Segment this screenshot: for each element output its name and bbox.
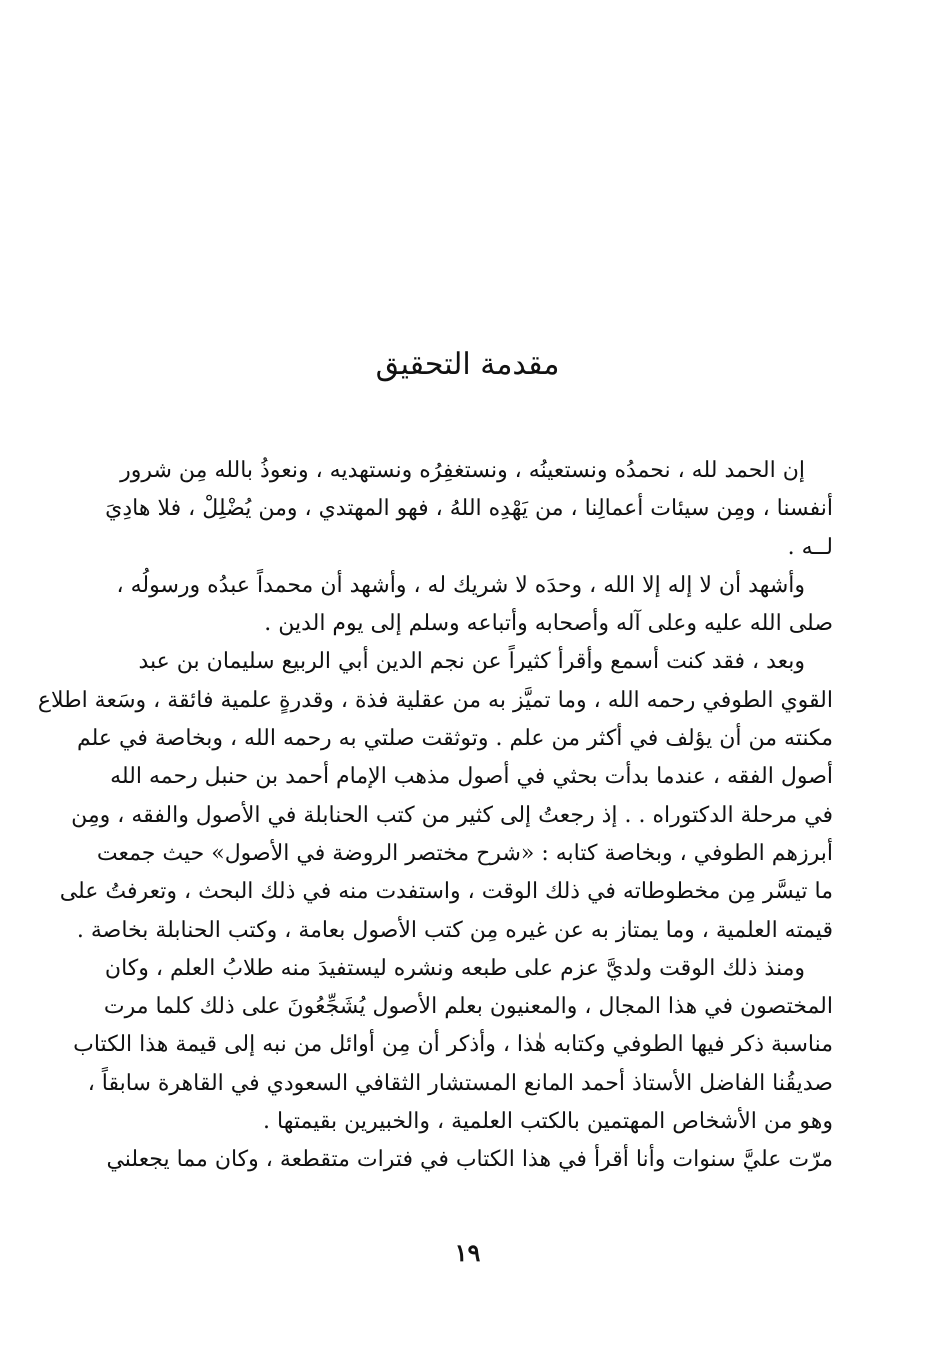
text-line: إن الحمد لله ، نحمدُه ونستعينُه ، ونستغفِرُه ونستهديه ، ونعوذُ بالله مِن شرور <box>120 458 805 483</box>
text-line: ما تيسَّر مِن مخطوطاته في ذلك الوقت ، واستفدت منه في ذلك البحث ، وتعرفتُ على <box>59 879 833 905</box>
text-line: القوي الطوفي رحمه الله ، وما تميَّز به من عقلية فذة ، وقدرةٍ علمية فائقة ، وسَعة اطلاع <box>37 687 833 713</box>
text-line: وهو من الأشخاص المهتمين بالكتب العلمية ، والخبيرين بقيمتها . <box>263 1109 833 1135</box>
text-line: صلى الله عليه وعلى آله وأصحابه وأتباعه وسلم إلى يوم الدين . <box>264 611 833 637</box>
page-number: ١٩ <box>454 1238 481 1267</box>
text-line: مرّت عليَّ سنوات وأنا أقرأ في هذا الكتاب في فترات متقطعة ، وكان مما يجعلني <box>106 1147 833 1173</box>
text-line: ومنذ ذلك الوقت ولديَّ عزم على طبعه ونشره ليستفيدَ منه طلابُ العلم ، وكان <box>104 955 805 981</box>
text-line: مناسبة ذكر فيها الطوفي وكتابه هٰذا ، وأذكر أن مِن أوائل من نبه إلى قيمة هذا الكتاب <box>73 1032 833 1058</box>
body-text <box>37 452 833 1180</box>
text-line: وأشهد أن لا إله إلا الله ، وحدَه لا شريك له ، وأشهد أن محمداً عبدُه ورسولُه ، <box>116 572 805 598</box>
text-line: صديقُنا الفاضل الأستاذ أحمد المانع المستشار الثقافي السعودي في القاهرة سابقاً ، <box>87 1070 833 1096</box>
page-title: مقدمة التحقيق <box>375 347 560 382</box>
text-line: مكنته من أن يؤلف في أكثر من علم . وتوثقت صلتي به رحمه الله ، وبخاصة في علم <box>76 726 833 752</box>
text-line: وبعد ، فقد كنت أسمع وأقرأ كثيراً عن نجم الدين أبي الربيع سليمان بن عبد <box>138 649 805 675</box>
text-line: قيمته العلمية ، وما يمتاز به عن غيره مِن كتب الأصول بعامة ، وكتب الحنابلة بخاصة . <box>76 917 833 943</box>
text-line: أنفسنا ، ومِن سيئات أعمالِنا ، من يَهْدِه اللهُ ، فهو المهتدي ، ومن يُضْلِلْ ، فلا هادِيَ <box>105 496 833 522</box>
text-line: أصول الفقه ، عندما بدأت بحثي في أصول مذهب الإمام أحمد بن حنبل رحمه الله <box>110 764 833 790</box>
text-line: في مرحلة الدكتوراه . . إذ رجعتُ إلى كثير من كتب الحنابلة في الأصول والفقه ، ومِن <box>71 802 833 828</box>
text-line: أبرزهم الطوفي ، وبخاصة كتابه : «شرح مختصر الروضة في الأصول» حيث جمعت <box>96 840 833 866</box>
text-line: لــه . <box>787 534 833 560</box>
text-line: المختصون في هذا المجال ، والمعنيون بعلم الأصول يُشَجِّعُونَ على ذلك كلما مرت <box>103 994 833 1020</box>
